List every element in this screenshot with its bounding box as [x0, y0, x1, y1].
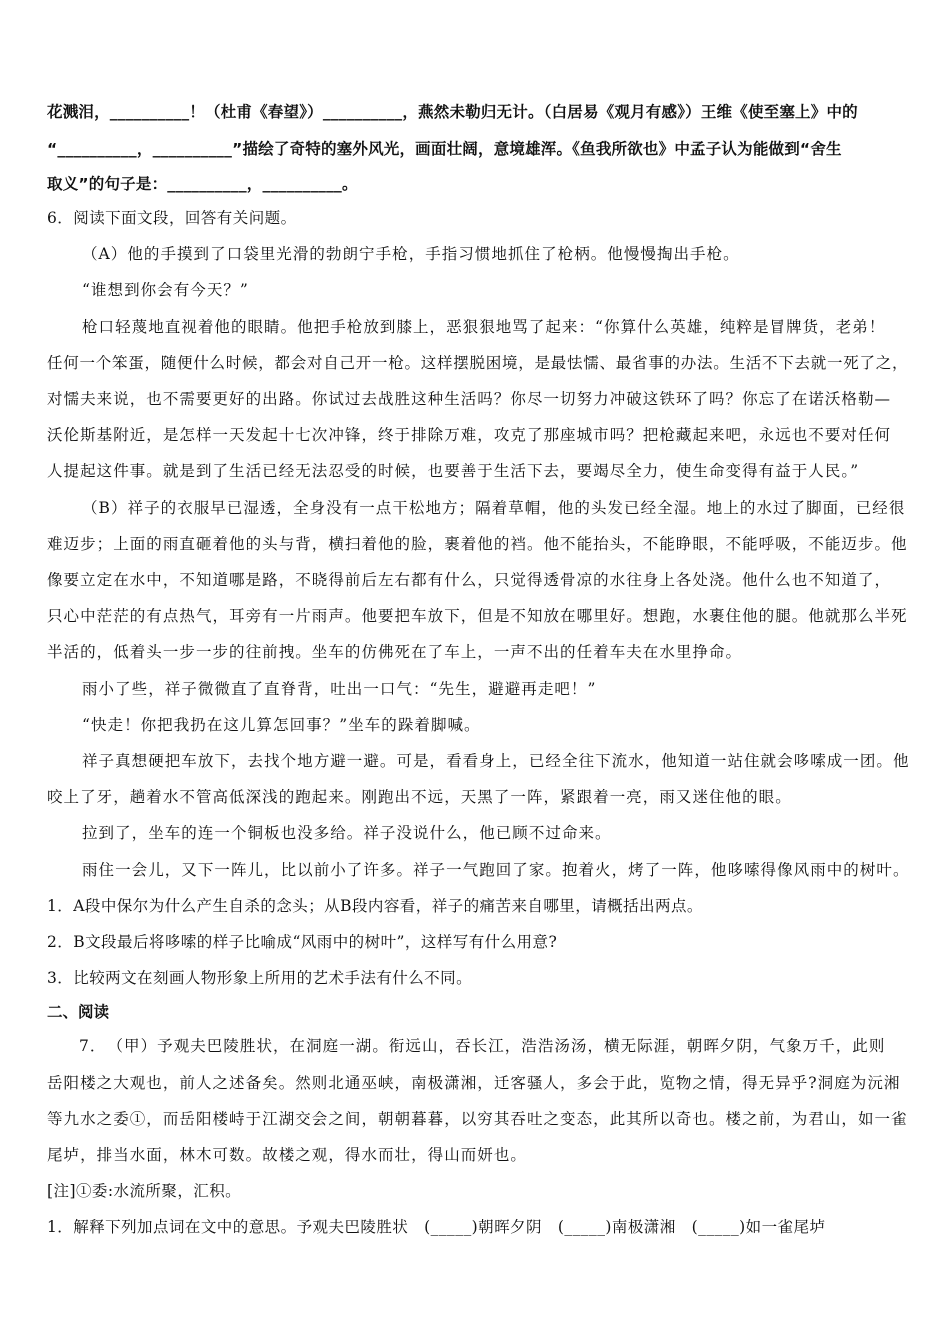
passage-a-line: 任何一个笨蛋，随便什么时候，都会对自己开一枪。这样摆脱困境，是最怯懦、最省事的办法。生活不下去就一死了之， — [47, 353, 909, 372]
footnote: [注]①委:水流所聚，汇积。 — [47, 1182, 242, 1201]
passage-a-line: 对懦夫来说，也不需要更好的出路。你试过去战胜这种生活吗？你尽一切努力冲破这铁环了吗？你忘了在诺沃格勒— — [47, 390, 892, 409]
poem-fill-line-3: 取义”的句子是：__________，__________。 — [47, 175, 358, 193]
q6-title: 6．阅读下面文段，回答有关问题。 — [47, 209, 297, 227]
question-item: 3．比较两文在刻画人物形象上所用的艺术手法有什么不同。 — [47, 969, 473, 988]
passage-a-line: 人提起这件事。就是到了生活已经无法忍受的时候，也要善于生活下去，要竭尽全力，使生命变得有益于人民。” — [47, 462, 860, 481]
poem-fill-line-2: “__________，__________”描绘了奇特的塞外风光，画面壮阔，意境雄浑。《鱼我所欲也》中孟子认为能做到“舍生 — [47, 140, 842, 158]
passage-a-line: （A）他的手摸到了口袋里光滑的勃朗宁手枪，手指习惯地抓住了枪柄。他慢慢掏出手枪。 — [82, 245, 740, 264]
q6-questions — [47, 888, 910, 997]
q7-passage-line: 7． （甲）予观夫巴陵胜状，在洞庭一湖。衔远山，吞长江，浩浩汤汤，横无际涯，朝晖夕阴，气象万千，此则 — [79, 1037, 886, 1056]
section-heading-reading: 二、阅读 — [47, 1003, 110, 1022]
question-item: 2．B文段最后将哆嗦的样子比喻成“风雨中的树叶”，这样写有什么用意? — [47, 933, 558, 952]
question-item: 1．解释下列加点词在文中的意思。予观夫巴陵胜状 (_____)朝晖夕阴 (_____)南极潇湘 (_____)如一雀尾垆 — [47, 1218, 826, 1237]
passage-b-line: 半活的，低着头一步一步的往前拽。坐车的仿佛死在了车上，一声不出的任着车夫在水里挣命。 — [47, 643, 743, 662]
q7-passage — [47, 1028, 910, 1173]
passage-b-line: 雨小了些，祥子微微直了直脊背，吐出一口气：“先生，避避再走吧！” — [82, 679, 597, 698]
passage-a-line: 枪口轻蔑地直视着他的眼睛。他把手枪放到膝上，恶狠狠地骂了起来：“你算什么英雄，纯粹是冒牌货，老弟！ — [82, 317, 886, 336]
passage-b-line: 咬上了牙，趟着水不管高低深浅的跑起来。刚跑出不远，天黑了一阵，紧跟着一亮，雨又迷住他的眼。 — [47, 788, 792, 807]
passage-b — [47, 490, 910, 888]
passage-a-line: 沃伦斯基附近，是怎样一天发起十七次冲锋，终于排除万难，攻克了那座城市吗？把枪藏起来吧，永远也不要对任何 — [47, 426, 892, 445]
poem-fill-line-1: 花溅泪，__________！（杜甫《春望》）__________，燕然未勒归无计。（白居易《观月有感》）王维《使至塞上》中的 — [47, 103, 858, 121]
q7-passage-line: 等九水之委①，而岳阳楼峙于江湖交会之间，朝朝暮暮，以穷其吞吐之变态，此其所以奇也。楼之前，为君山，如一雀 — [47, 1109, 908, 1128]
passage-b-line: 祥子真想硬把车放下，去找个地方避一避。可是，看看身上，已经全往下流水，他知道一站住就会哆嗦成一团。他 — [82, 752, 910, 771]
passage-a-line: “谁想到你会有今天？” — [82, 281, 249, 300]
passage-b-line: 像要立定在水中，不知道哪是路，不晓得前后左右都有什么，只觉得透骨凉的水往身上各处浇。他什么也不知道了， — [47, 571, 892, 590]
passage-a — [47, 236, 910, 489]
passage-b-line: “快走！你把我扔在这儿算怎回事？”坐车的跺着脚喊。 — [82, 715, 481, 734]
passage-b-line: 难迈步；上面的雨直砸着他的头与背，横扫着他的脸，裹着他的裆。他不能抬头，不能睁眼，不能呼吸，不能迈步。他 — [47, 534, 908, 553]
passage-b-line: 拉到了，坐车的连一个铜板也没多给。祥子没说什么，他已顾不过命来。 — [82, 824, 612, 843]
q7-passage-line: 岳阳楼之大观也，前人之述备矣。然则北通巫峡，南极潇湘，迁客骚人，多会于此，览物之情，得无异乎?洞庭为沅湘 — [47, 1073, 901, 1092]
passage-b-line: （B）祥子的衣服早已湿透，全身没有一点干松地方；隔着草帽，他的头发已经全湿。地上的水过了脚面，已经很 — [82, 498, 906, 517]
passage-b-line: 只心中茫茫的有点热气，耳旁有一片雨声。他要把车放下，但是不知放在哪里好。想跑，水裹住他的腿。他就那么半死 — [47, 607, 908, 626]
q7-passage-line: 尾垆，排当水面，林木可数。故楼之观，得水而壮，得山而妍也。 — [47, 1146, 527, 1165]
passage-b-line: 雨住一会儿，又下一阵儿，比以前小了许多。祥子一气跑回了家。抱着火，烤了一阵，他哆嗦得像风雨中的树叶。 — [82, 860, 910, 879]
question-item: 1．A段中保尔为什么产生自杀的念头；从B段内容看，祥子的痛苦来自哪里，请概括出两点。 — [47, 896, 703, 915]
